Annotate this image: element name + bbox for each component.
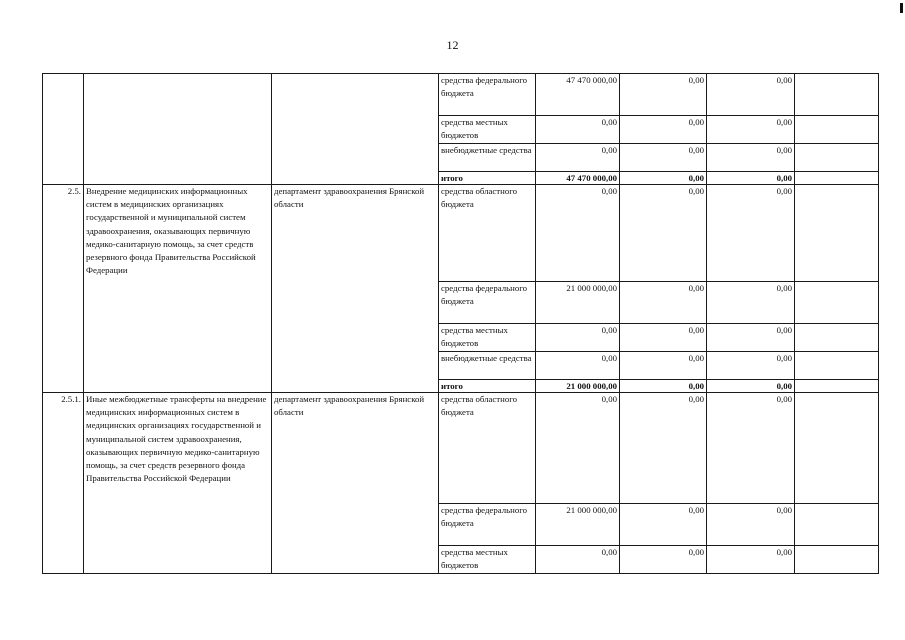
value-cell: 0,00 (620, 546, 707, 574)
value-cell: 0,00 (620, 393, 707, 504)
code-cell: 2.5.1. (43, 393, 84, 574)
value-cell: 0,00 (536, 546, 620, 574)
empty-cell (795, 74, 879, 116)
empty-cell (795, 546, 879, 574)
value-cell: 47 470 000,00 (536, 172, 620, 185)
empty-cell (795, 393, 879, 504)
source-cell: средства федерального бюджета (439, 74, 536, 116)
source-cell: средства федерального бюджета (439, 282, 536, 324)
empty-cell (795, 144, 879, 172)
empty-cell (795, 352, 879, 380)
source-cell: итого (439, 380, 536, 393)
table-row (43, 74, 879, 116)
value-cell: 21 000 000,00 (536, 504, 620, 546)
source-cell: средства местных бюджетов (439, 116, 536, 144)
value-cell: 0,00 (620, 380, 707, 393)
value-cell: 0,00 (620, 185, 707, 282)
value-cell: 0,00 (707, 504, 795, 546)
value-cell: 21 000 000,00 (536, 282, 620, 324)
value-cell: 47 470 000,00 (536, 74, 620, 116)
executor-cell (272, 74, 439, 185)
source-cell: средства областного бюджета (439, 185, 536, 282)
source-cell: средства местных бюджетов (439, 546, 536, 574)
scan-edge-mark (900, 3, 903, 13)
code-cell: 2.5. (43, 185, 84, 393)
table-row (43, 185, 879, 282)
value-cell: 0,00 (620, 282, 707, 324)
value-cell: 0,00 (707, 324, 795, 352)
empty-cell (795, 504, 879, 546)
value-cell: 0,00 (536, 324, 620, 352)
source-cell: итого (439, 172, 536, 185)
value-cell: 0,00 (707, 185, 795, 282)
value-cell: 0,00 (707, 282, 795, 324)
empty-cell (795, 116, 879, 144)
name-cell (84, 74, 272, 185)
value-cell: 0,00 (536, 116, 620, 144)
executor-cell: департамент здравоохранения Брянской области (272, 393, 439, 574)
name-cell: Внедрение медицинских информационных систем в медицинских организациях государственной и муниципальной систем здравоохранения, оказывающих первичную медико-санитарную помощь, за счет средств резервного фонда Правительства Российской Федерации (84, 185, 272, 393)
source-cell: внебюджетные средства (439, 352, 536, 380)
value-cell: 0,00 (707, 352, 795, 380)
page-number: 12 (446, 38, 459, 52)
source-cell: внебюджетные средства (439, 144, 536, 172)
value-cell: 0,00 (707, 74, 795, 116)
value-cell: 0,00 (536, 393, 620, 504)
executor-cell: департамент здравоохранения Брянской области (272, 185, 439, 393)
value-cell: 0,00 (707, 380, 795, 393)
empty-cell (795, 172, 879, 185)
value-cell: 0,00 (620, 74, 707, 116)
empty-cell (795, 380, 879, 393)
value-cell: 0,00 (620, 116, 707, 144)
budget-table (42, 73, 879, 574)
value-cell: 0,00 (536, 352, 620, 380)
value-cell: 0,00 (536, 185, 620, 282)
source-cell: средства федерального бюджета (439, 504, 536, 546)
value-cell: 0,00 (707, 546, 795, 574)
source-cell: средства местных бюджетов (439, 324, 536, 352)
value-cell: 0,00 (707, 144, 795, 172)
value-cell: 21 000 000,00 (536, 380, 620, 393)
table-row (43, 393, 879, 504)
value-cell: 0,00 (620, 352, 707, 380)
empty-cell (795, 282, 879, 324)
name-cell: Иные межбюджетные трансферты на внедрение медицинских информационных систем в медицинских организациях государственной и муниципальной систем здравоохранения, оказывающих первичную медико-санитарную помощь, за счет средств резервного фонда Правительства Российской Федерации (84, 393, 272, 574)
source-cell: средства областного бюджета (439, 393, 536, 504)
value-cell: 0,00 (620, 144, 707, 172)
value-cell: 0,00 (620, 324, 707, 352)
value-cell: 0,00 (620, 504, 707, 546)
value-cell: 0,00 (536, 144, 620, 172)
value-cell: 0,00 (707, 172, 795, 185)
value-cell: 0,00 (707, 393, 795, 504)
value-cell: 0,00 (707, 116, 795, 144)
value-cell: 0,00 (620, 172, 707, 185)
empty-cell (795, 185, 879, 282)
empty-cell (795, 324, 879, 352)
code-cell (43, 74, 84, 185)
